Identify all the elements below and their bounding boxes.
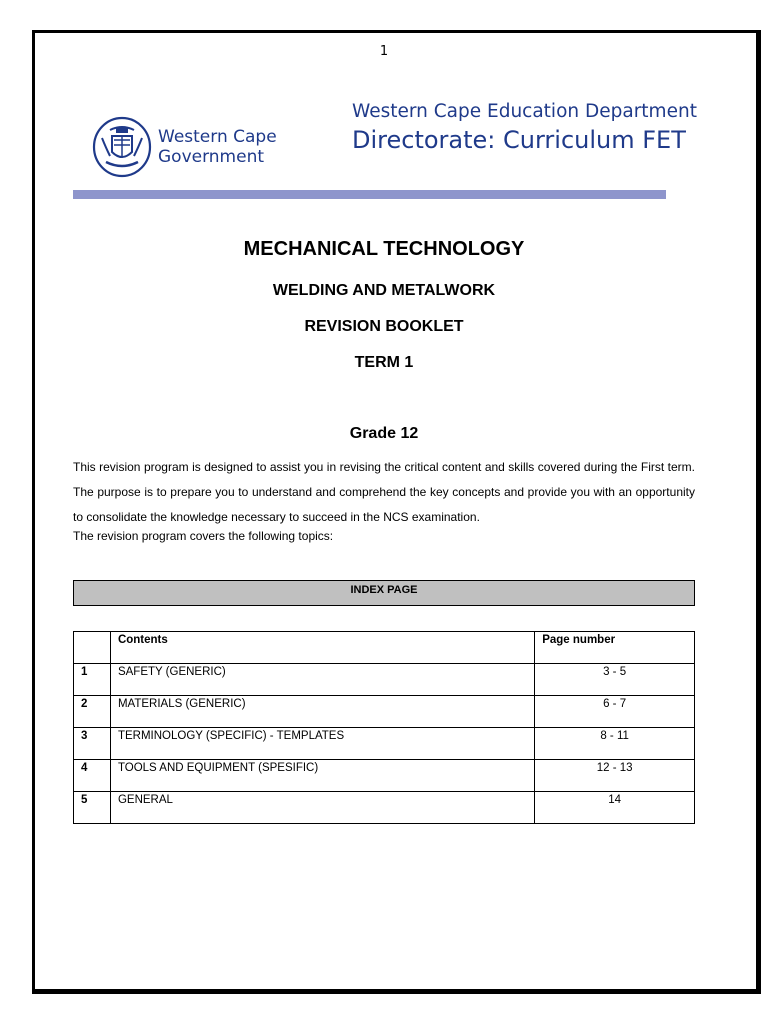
- index-page-header: INDEX PAGE: [73, 580, 695, 606]
- table-row: [74, 696, 695, 728]
- row-contents: SAFETY (GENERIC): [110, 664, 534, 696]
- contents-table: [73, 631, 695, 824]
- header-divider: [73, 190, 666, 199]
- intro-paragraph: This revision program is designed to assist you in revising the critical content and skills covered during the First term. The purpose is to prepare you to understand and comprehend the key concepts and provide you with an opportunity to consolidate the knowledge necessary to succeed in the NCS examination.: [73, 460, 695, 524]
- coat-of-arms-icon: [92, 116, 152, 178]
- row-contents: GENERAL: [110, 792, 534, 824]
- row-num: 4: [74, 760, 111, 792]
- row-num: 3: [74, 728, 111, 760]
- table-header-row: [74, 632, 695, 664]
- header-num: [74, 632, 111, 664]
- subject-title: MECHANICAL TECHNOLOGY: [243, 238, 525, 260]
- table-row: [74, 792, 695, 824]
- row-contents: TERMINOLOGY (SPECIFIC) - TEMPLATES: [110, 728, 534, 760]
- logo-text: [158, 127, 277, 167]
- header-contents: Contents: [110, 632, 534, 664]
- row-page: 3 - 5: [535, 664, 695, 696]
- row-num: 5: [74, 792, 111, 824]
- directorate-title: Directorate: Curriculum FET: [352, 126, 686, 154]
- topic-title: WELDING AND METALWORK: [272, 282, 496, 299]
- row-page: 14: [535, 792, 695, 824]
- row-num: 1: [74, 664, 111, 696]
- page-number: 1: [379, 44, 389, 59]
- row-page: 6 - 7: [535, 696, 695, 728]
- table-row: [74, 760, 695, 792]
- table-row: [74, 728, 695, 760]
- row-contents: TOOLS AND EQUIPMENT (SPESIFIC): [110, 760, 534, 792]
- table-row: [74, 664, 695, 696]
- row-page: 12 - 13: [535, 760, 695, 792]
- government-logo: [92, 116, 277, 178]
- grade-title: Grade 12: [349, 425, 419, 442]
- row-page: 8 - 11: [535, 728, 695, 760]
- booklet-title: REVISION BOOKLET: [304, 318, 464, 335]
- department-name: Western Cape Education Department: [352, 101, 697, 122]
- header-page-number: Page number: [535, 632, 695, 664]
- logo-line-2: Government: [158, 147, 265, 167]
- term-title: TERM 1: [354, 354, 414, 371]
- logo-line-1: Western Cape: [158, 127, 277, 147]
- row-contents: MATERIALS (GENERIC): [110, 696, 534, 728]
- row-num: 2: [74, 696, 111, 728]
- topics-intro-line: The revision program covers the following topics:: [73, 529, 334, 543]
